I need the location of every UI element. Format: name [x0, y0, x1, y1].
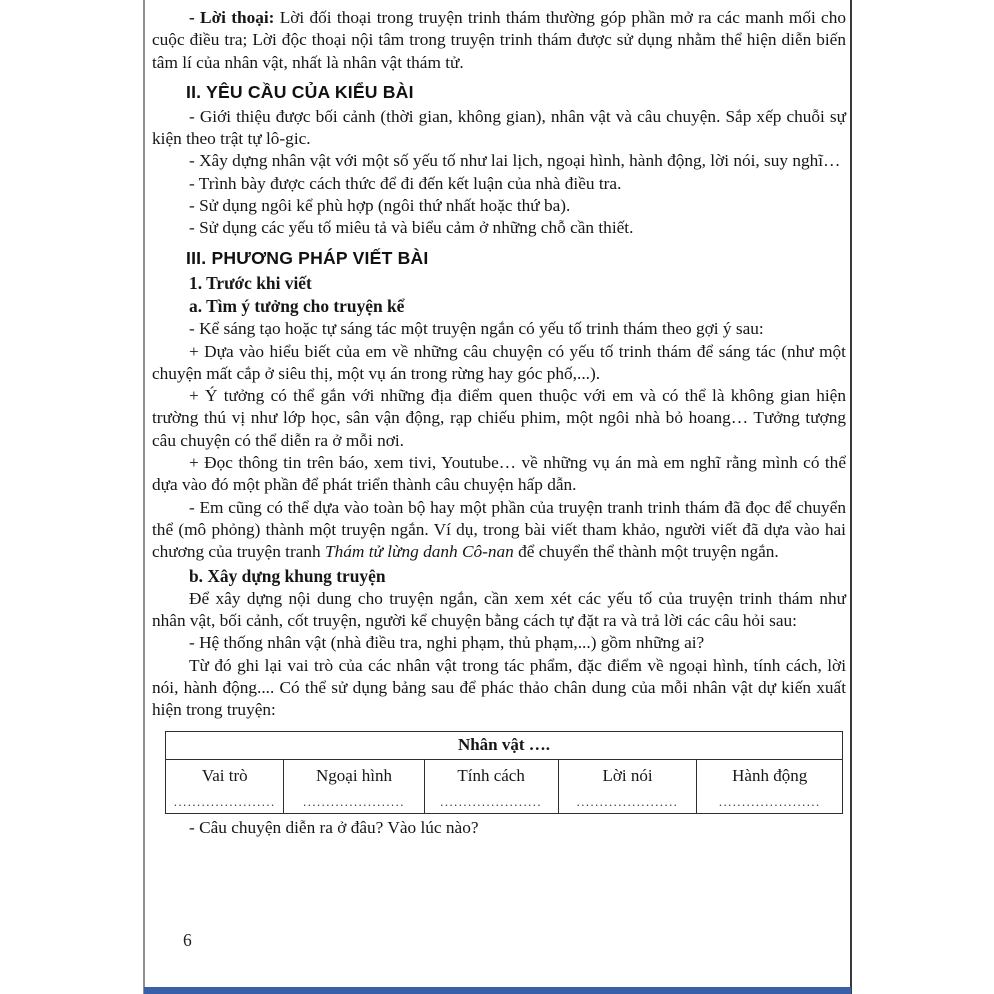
text-run: - Sử dụng ngôi kể phù hợp (ngôi thứ nhất hoặc thứ ba). [189, 196, 571, 216]
paragraph [152, 588, 846, 633]
text-run: + Ý tưởng có thể gắn với những địa điểm quen thuộc với em và có thể là không gian hiện trường thú vị như lớp học, sân vận động, rạp chiếu phim, một ngôi nhà bỏ hoang… Tưởng tượng câu chuyện có thể diễn ra ở mỗi nơi. [152, 386, 846, 450]
character-table-column [284, 759, 424, 813]
sub-heading [152, 565, 846, 587]
paragraph [152, 817, 846, 839]
paragraph [152, 106, 846, 151]
column-header-label: Hành động [732, 765, 808, 785]
text-run: b. Xây dựng khung truyện [189, 565, 386, 586]
paragraph [152, 173, 846, 195]
page-right-edge [850, 0, 852, 994]
character-table-column [697, 759, 843, 813]
text-run: Để xây dựng nội dung cho truyện ngắn, cần xem xét các yếu tố của truyện trinh thám như nhân vật, bối cảnh, cốt truyện, người kể chuyện bằng cách tự đặt ra và trả lời các câu hỏi sau: [152, 588, 846, 631]
dotted-fill-line: ...................... [718, 794, 821, 809]
dotted-fill-line: ...................... [440, 794, 542, 809]
text-run: - Em cũng có thể dựa vào toàn bộ hay một phần của truyện tranh trinh thám đã đọc để chuyển thể (mô phỏng) thành một truyện ngắn. Ví dụ, trong bài viết tham khảo, người viết đã dựa vào hai chương của truyện tranh [152, 497, 846, 562]
sub-heading [152, 295, 846, 317]
paragraph [152, 341, 846, 386]
text-run: a. Tìm ý tưởng cho truyện kể [189, 295, 405, 316]
text-run: II. YÊU CẦU CỦA KIỂU BÀI [186, 81, 414, 102]
sub-heading [152, 272, 846, 294]
paragraph [152, 195, 846, 217]
text-run: - Kể sáng tạo hoặc tự sáng tác một truyện ngắn có yếu tố trinh thám theo gợi ý sau: [189, 319, 764, 339]
character-table-column [424, 759, 558, 813]
italic-text-run: Thám tử lừng danh Cô-nan [325, 542, 514, 562]
bottom-blue-strip [144, 987, 851, 994]
paragraph [152, 150, 846, 172]
text-run: - Hệ thống nhân vật (nhà điều tra, nghi phạm, thủ phạm,...) gồm những ai? [189, 633, 705, 653]
text-run: III. PHƯƠNG PHÁP VIẾT BÀI [186, 247, 429, 268]
character-table-column [166, 759, 284, 813]
text-run: - Trình bày được cách thức để đi đến kết luận của nhà điều tra. [189, 173, 622, 193]
column-header-label: Vai trò [201, 765, 248, 785]
paragraph [152, 497, 846, 564]
character-table-column [558, 759, 697, 813]
paragraph [152, 217, 846, 239]
text-run: Từ đó ghi lại vai trò của các nhân vật trong tác phẩm, đặc điểm về ngoại hình, tính cách, lời nói, hành động.... Có thể sử dụng bảng sau để phác thảo chân dung của mỗi nhân vật dự kiến xuất hiện trong truyện: [152, 655, 846, 720]
dotted-fill-line: ...................... [576, 794, 679, 809]
text-run: + Dựa vào hiểu biết của em về những câu chuyện có yếu tố trinh thám để sáng tác (như một chuyện mất cắp ở siêu thị, một vụ án trong rừng hay góc phố,...). [152, 341, 846, 383]
page-number: 6 [183, 930, 192, 950]
dotted-fill-line: ...................... [173, 794, 276, 809]
text-run: - Giới thiệu được bối cảnh (thời gian, không gian), nhân vật và câu chuyện. Sắp xếp chuỗi sự kiện theo trật tự lô-gic. [152, 106, 846, 149]
section-heading [152, 81, 846, 103]
paragraph [152, 452, 846, 497]
text-run: để chuyển thể thành một truyện ngắn. [513, 542, 779, 562]
dotted-fill-line: ...................... [303, 794, 405, 809]
paragraph [152, 655, 846, 722]
character-table [165, 731, 843, 814]
paragraph [152, 7, 846, 74]
section-heading [152, 247, 846, 269]
paragraph [152, 385, 846, 452]
column-header-label: Ngoại hình [316, 765, 393, 785]
column-header-label: Tính cách [457, 765, 525, 785]
text-run: 1. Trước khi viết [189, 272, 312, 293]
text-run: Lời đối thoại trong truyện trinh thám thường góp phần mở ra các manh mối cho cuộc điều tra; Lời độc thoại nội tâm trong truyện trinh thám được sử dụng nhằm thể hiện diễn biến tâm lí của nhân vật, nhất là nhân vật thám tử. [152, 8, 846, 72]
character-table-title: Nhân vật …. [166, 731, 843, 759]
paragraph [152, 318, 846, 340]
page-left-edge [143, 0, 145, 994]
page-content [152, 7, 846, 839]
text-run: - Sử dụng các yếu tố miêu tả và biểu cảm ở những chỗ cần thiết. [189, 218, 634, 238]
bold-text-run: - Lời thoại: [189, 8, 280, 27]
text-run: + Đọc thông tin trên báo, xem tivi, Youtube… về những vụ án mà em nghĩ rằng mình có thể dựa vào đó một phần để phát triển thành câu chuyện hấp dẫn. [152, 453, 846, 495]
paragraph [152, 632, 846, 654]
text-run: - Câu chuyện diễn ra ở đâu? Vào lúc nào? [189, 817, 479, 837]
column-header-label: Lời nói [602, 765, 653, 785]
text-run: - Xây dựng nhân vật với một số yếu tố như lai lịch, ngoại hình, hành động, lời nói, suy nghĩ… [189, 151, 841, 171]
